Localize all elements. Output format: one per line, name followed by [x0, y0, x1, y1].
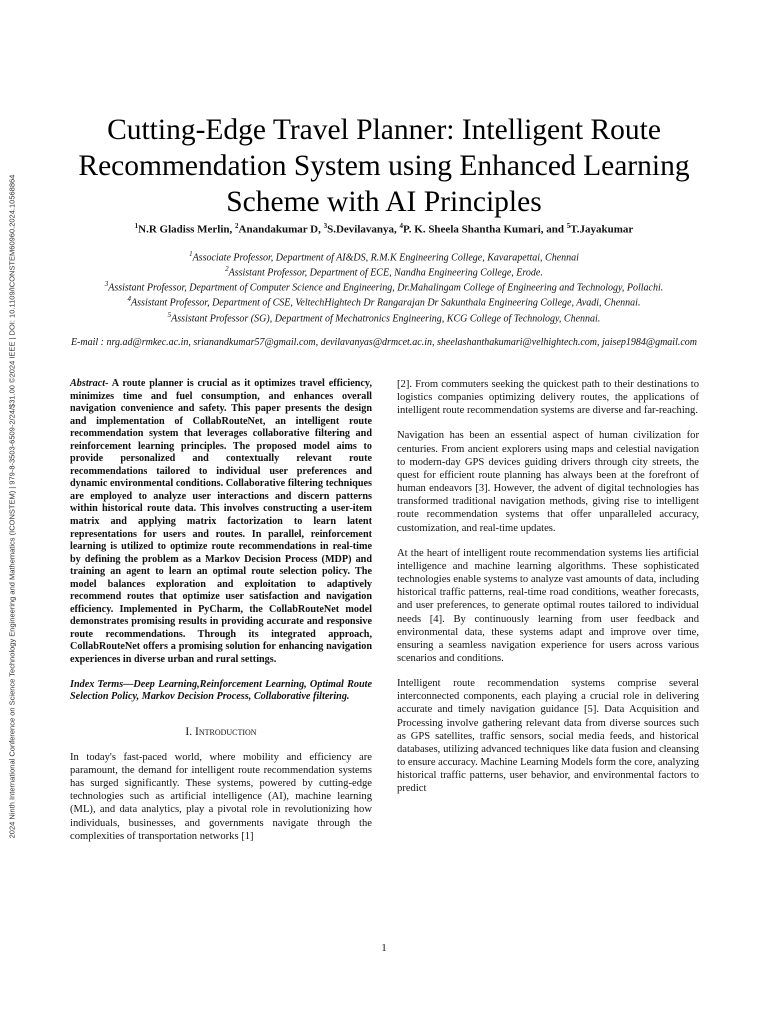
author-number: 3: [323, 222, 328, 230]
index-terms: Index Terms—Deep Learning,Reinforcement Learning, Optimal Route Selection Policy, Markov Decision Process, Collaborative filtering.: [70, 678, 372, 703]
affiliation: [60, 279, 708, 294]
paper-title: Cutting-Edge Travel Planner: Intelligent Route Recommendation System using Enhanced Learning Scheme with AI Principles: [78, 114, 690, 218]
affiliation-number: 4: [127, 295, 132, 304]
author-number: 5: [566, 222, 571, 230]
affiliation: [60, 249, 708, 264]
page-number: 1: [381, 942, 387, 954]
section-heading: I. Introduction: [185, 725, 257, 738]
abstract-text: A route planner is crucial as it optimizes travel efficiency, minimizes time and fuel consumption, and enhances overall navigation convenience and safety. This paper presents the design and implementation of CollabRouteNet, an intelligent route recommendation system that leverages collaborative filtering and reinforcement learning principles. The proposed model aims to provide personalized and contextually relevant route recommendations tailored to individual user preferences and dynamic environmental conditions. Collaborative filtering techniques are employed to analyze user interactions and discern patterns within historical route data. This involves constructing a user-item matrix and applying matrix factorization to learn latent representations for users and routes. In parallel, reinforcement learning is utilized to optimize route recommendations in real-time by defining the problem as a Markov Decision Process (MDP) and training an agent to learn an optimal route selection policy. The model balances exploration and exploitation to adaptively recommend routes that optimize user satisfaction and navigation efficiency. Implemented in PyCharm, the CollabRouteNet model demonstrates promising results in providing accurate and responsive route recommendations. Through its integrated approach, CollabRouteNet offers a promising solution for enhancing navigation experiences in diverse urban and rural settings.: [70, 378, 372, 666]
author-name: N.R Gladiss Merlin,: [138, 223, 236, 236]
affiliation-text: Associate Professor, Department of AI&DS, R.M.K Engineering College, Kavarapettai, Chennai: [192, 252, 579, 264]
affiliation: [60, 264, 708, 279]
affiliation-number: 2: [225, 265, 229, 274]
body-paragraph: Intelligent route recommendation systems comprise several interconnected components, each playing a crucial role in delivering accurate and timely navigation guidance [5]. Data Acquisition and Processing involve gathering relevant data from diverse sources such as GPS satellites, traffic sensors, social media feeds, and historical databases, utilizing advanced techniques like data fusion and cleansing to ensure accuracy. Machine Learning Models form the core, analyzing historical traffic patterns, user behavior, and environmental factors to predict: [397, 678, 699, 795]
affiliation-number: 5: [167, 310, 172, 319]
author-number: 4: [399, 222, 404, 230]
body-paragraph: [2]. From commuters seeking the quickest path to their destinations to logistics companies optimizing delivery routes, the applications of intelligent route recommendation systems are diverse and far-reaching.: [397, 379, 699, 417]
affiliation-text: Assistant Professor (SG), Department of Mechatronics Engineering, KCG College of Technology, Chennai.: [171, 312, 601, 324]
doi-side-stamp: [4, 40, 18, 980]
affiliation-text: Assistant Professor, Department of Computer Science and Engineering, Dr.Mahalingam College of Engineering and Technology, Pollachi.: [108, 282, 664, 294]
author-name: S.Devilavanya,: [327, 223, 400, 236]
author-list: [60, 222, 708, 236]
author-name: Anandakumar D,: [238, 223, 324, 236]
body-paragraph: Navigation has been an essential aspect of human civilization for centuries. From ancient explorers using maps and celestial navigation to modern-day GPS devices guiding drivers through city streets, the quest for efficient route planning has always been at the forefront of human endeavors [3]. However, the advent of digital technologies has transformed traditional navigation methods, giving rise to intelligent route recommendation systems that offer unparalleled accuracy, customization, and real-time updates.: [397, 430, 699, 534]
doi-side-stamp-text: 2024 Ninth International Conference on Science Technology Engineering and Mathematics (ICONSTEM) | 979-8-3503-6509-2/24/$31.00 ©2024 IEEE | DOI: 10.1109/ICONSTEM60960.2024.10568864: [7, 174, 17, 839]
affiliation-text: Assistant Professor, Department of ECE, Nandha Engineering College, Erode.: [228, 267, 543, 279]
affiliation-text: Assistant Professor, Department of CSE, VeltechHightech Dr Rangarajan Dr Sakunthala Engineering College, Avadi, Chennai.: [131, 297, 641, 309]
affiliation-number: 3: [104, 280, 109, 289]
author-number: 1: [134, 222, 139, 230]
author-name: T.Jayakumar: [570, 223, 634, 236]
right-column: [397, 378, 699, 808]
intro-paragraph: In today's fast-paced world, where mobility and efficiency are paramount, the demand for intelligent route recommendation systems has surged significantly. These systems, powered by cutting-edge technologies such as artificial intelligence (AI), machine learning (ML), and data analytics, play a pivotal role in revolutionizing how individuals, businesses, and governments navigate through the complexities of transportation networks [1]: [70, 751, 372, 842]
body-paragraph: At the heart of intelligent route recommendation systems lies artificial intelligence and machine learning algorithms. These sophisticated technologies enable systems to analyze vast amounts of data, including historical traffic patterns, real-time road conditions, weather forecasts, and user preferences, to generate optimal routes tailored to individual needs [4]. By continuously learning from user feedback and environmental data, these systems adapt and improve over time, ensuring a seamless navigation experience for users across various scenarios and conditions.: [397, 547, 699, 664]
author-number: 2: [235, 222, 239, 230]
author-emails: E-mail : nrg.ad@rmkec.ac.in, srianandkumar57@gmail.com, devilavanyas@drmcet.ac.in, sheelashanthakumari@velhightech.com, jaisep1984@gmail.com: [70, 337, 698, 348]
author-name: P. K. Sheela Shantha Kumari, and: [403, 223, 567, 236]
left-column: [70, 378, 372, 855]
affiliations: [60, 249, 708, 325]
abstract: [70, 378, 372, 667]
affiliation: [60, 310, 708, 325]
abstract-label: Abstract-: [70, 378, 109, 389]
affiliation-number: 1: [189, 250, 193, 258]
affiliation: [60, 294, 708, 309]
